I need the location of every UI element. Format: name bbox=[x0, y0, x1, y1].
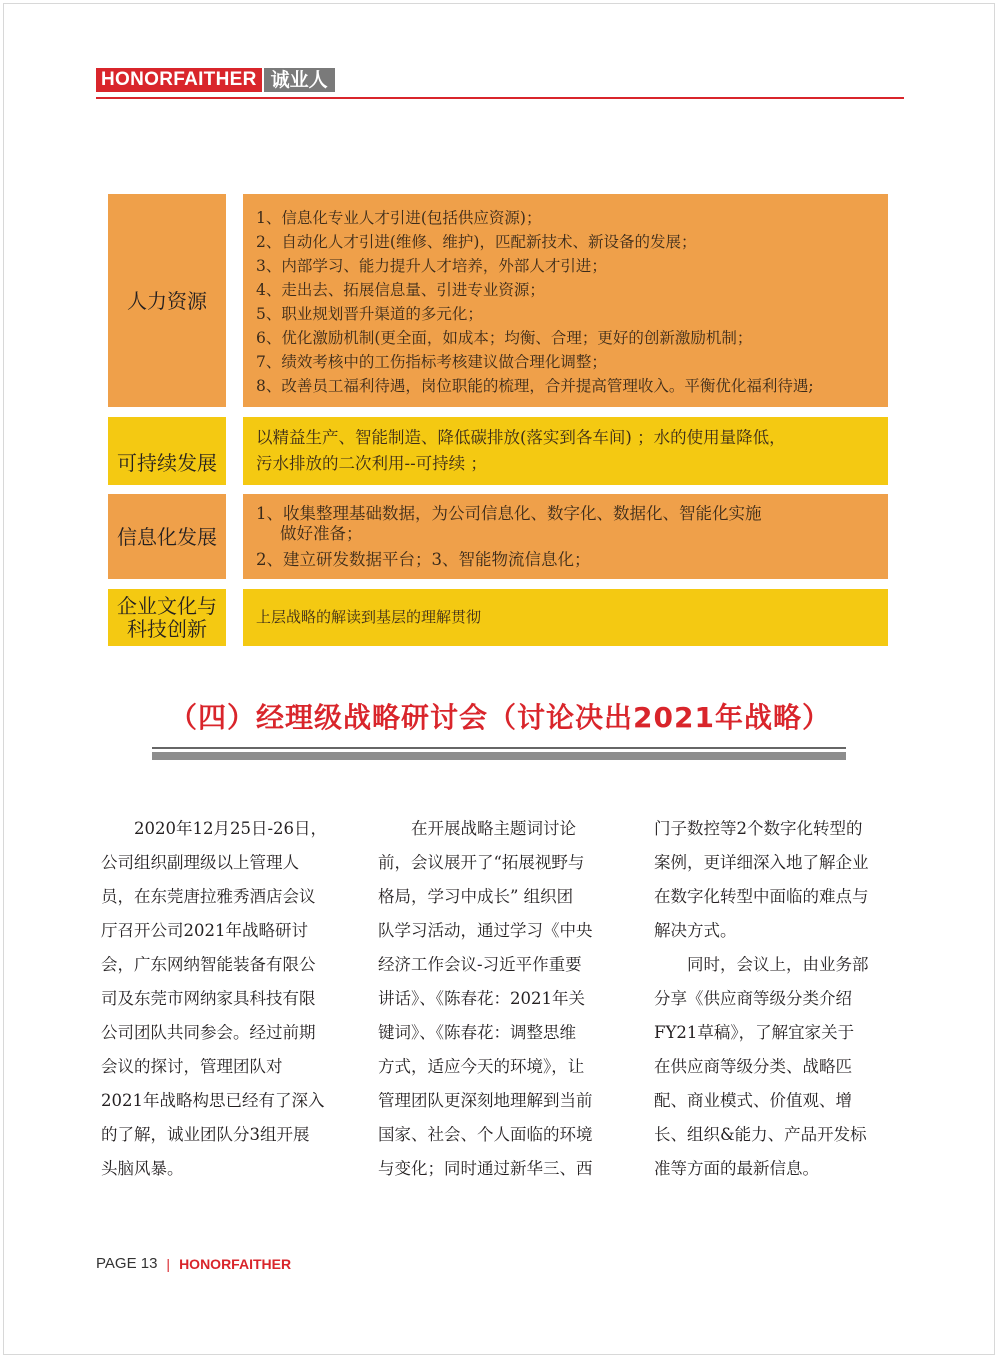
list-item: 3、内部学习、能力提升人才培养，外部人才引进； bbox=[256, 257, 607, 275]
row-label-text: 信息化发展 bbox=[117, 524, 217, 549]
row-label-text: 人力资源 bbox=[127, 288, 207, 313]
list-item: 1、收集整理基础数据，为公司信息化、数字化、数据化、智能化实施 bbox=[256, 504, 762, 523]
row-content-informatization bbox=[243, 494, 888, 579]
text-column-2 bbox=[378, 812, 618, 1186]
list-item: 1、信息化专业人才引进(包括供应资源)； bbox=[256, 209, 542, 227]
list-item: 做好准备； bbox=[280, 524, 363, 543]
row-content-sustainability bbox=[243, 417, 888, 485]
row-label-sustainability bbox=[108, 417, 226, 485]
masthead-brand-cn: 诚业人 bbox=[264, 68, 335, 92]
text-line: 队学习活动，通过学习《中央 bbox=[378, 921, 593, 940]
list-item: 8、改善员工福利待遇，岗位职能的梳理，合并提高管理收入。平衡优化福利待遇; bbox=[256, 377, 814, 395]
row-label-text: 可持续发展 bbox=[117, 451, 217, 475]
footer-brand: HONORFAITHER bbox=[179, 1255, 292, 1272]
row-content-hr bbox=[243, 194, 888, 407]
text-line: 公司团队共同参会。经过前期 bbox=[101, 1023, 316, 1042]
list-item: 上层战略的解读到基层的理解贯彻 bbox=[256, 608, 482, 626]
text-line: 门子数控等2个数字化转型的 bbox=[654, 819, 863, 838]
text-line: 国家、社会、个人面临的环境 bbox=[378, 1125, 593, 1144]
text-line: 2021年战略构思已经有了深入 bbox=[101, 1091, 325, 1110]
text-line: 键词》、《陈春花：调整思维 bbox=[378, 1023, 576, 1042]
text-line: 分享《供应商等级分类介绍 bbox=[654, 989, 852, 1008]
text-line: 方式，适应今天的环境》，让 bbox=[378, 1057, 585, 1076]
text-line: 司及东莞市网纳家具科技有限 bbox=[101, 989, 316, 1008]
page-footer bbox=[96, 1255, 291, 1272]
section-rule-thin bbox=[152, 747, 846, 749]
list-item: 2、建立研发数据平台；3、智能物流信息化； bbox=[256, 550, 591, 569]
text-line: 公司组织副理级以上管理人 bbox=[101, 853, 299, 872]
text-line: 头脑风暴。 bbox=[101, 1159, 184, 1178]
text-line: 准等方面的最新信息。 bbox=[654, 1159, 819, 1178]
text-line: 讲话》、《陈春花：2021年关 bbox=[378, 989, 585, 1008]
text-line: 在数字化转型中面临的难点与 bbox=[654, 887, 869, 906]
text-line: 前，会议展开了“拓展视野与 bbox=[378, 853, 585, 872]
list-item: 污水排放的二次利用--可持续 ； bbox=[256, 454, 487, 473]
row-label-text: 企业文化与 bbox=[117, 593, 217, 618]
masthead-brand: HONORFAITHER bbox=[96, 68, 262, 92]
text-line: 案例，更详细深入地了解企业 bbox=[654, 853, 869, 872]
text-line: 解决方式。 bbox=[654, 921, 737, 940]
text-column-3 bbox=[654, 812, 894, 1186]
text-line: 厅召开公司2021年战略研讨 bbox=[101, 921, 308, 940]
section-title: （四）经理级战略研讨会（讨论决出2021年战略） bbox=[169, 701, 831, 734]
text-line: 管理团队更深刻地理解到当前 bbox=[378, 1091, 593, 1110]
text-line: 在开展战略主题词讨论 bbox=[378, 819, 576, 838]
row-label-hr bbox=[108, 194, 226, 407]
text-line: 长、组织&能力、产品开发标 bbox=[654, 1125, 867, 1144]
list-item: 4、走出去、拓展信息量、引进专业资源； bbox=[256, 281, 545, 299]
row-content-culture bbox=[243, 589, 888, 646]
row-label-text: 科技创新 bbox=[127, 616, 207, 641]
section-rule-thick bbox=[152, 752, 846, 760]
page-number: PAGE 13 bbox=[96, 1255, 158, 1272]
text-line: FY21草稿》，了解宜家关于 bbox=[654, 1023, 855, 1042]
text-column-1 bbox=[101, 812, 341, 1186]
text-line: 格局，学习中成长” 组织团 bbox=[378, 887, 574, 906]
masthead bbox=[96, 68, 335, 92]
text-line: 同时，会议上，由业务部 bbox=[654, 955, 869, 974]
text-line: 的了解，诚业团队分3组开展 bbox=[101, 1125, 310, 1144]
row-label-culture bbox=[108, 589, 226, 646]
text-line: 经济工作会议-习近平作重要 bbox=[378, 955, 582, 974]
text-line: 会议的探讨，管理团队对 bbox=[101, 1057, 283, 1076]
list-item: 5、职业规划晋升渠道的多元化； bbox=[256, 305, 483, 323]
list-item: 7、绩效考核中的工伤指标考核建议做合理化调整； bbox=[256, 353, 607, 371]
text-line: 在供应商等级分类、战略匹 bbox=[654, 1057, 852, 1076]
list-item: 以精益生产、智能制造、降低碳排放(落实到各车间) ；水的使用量降低， bbox=[256, 428, 786, 447]
text-line: 会，广东网纳智能装备有限公 bbox=[101, 955, 316, 974]
text-line: 员，在东莞唐拉雅秀酒店会议 bbox=[101, 887, 316, 906]
text-line: 与变化；同时通过新华三、西 bbox=[378, 1159, 593, 1178]
header-rule bbox=[96, 97, 904, 99]
row-label-informatization bbox=[108, 494, 226, 579]
list-item: 2、自动化人才引进(维修、维护)，匹配新技术、新设备的发展； bbox=[256, 233, 697, 251]
list-item: 6、优化激励机制(更全面，如成本；均衡、合理；更好的创新激励机制； bbox=[256, 329, 753, 347]
text-line: 配、商业模式、价值观、增 bbox=[654, 1091, 852, 1110]
footer-separator: | bbox=[166, 1255, 171, 1272]
text-line: 2020年12月25日-26日， bbox=[101, 819, 328, 838]
